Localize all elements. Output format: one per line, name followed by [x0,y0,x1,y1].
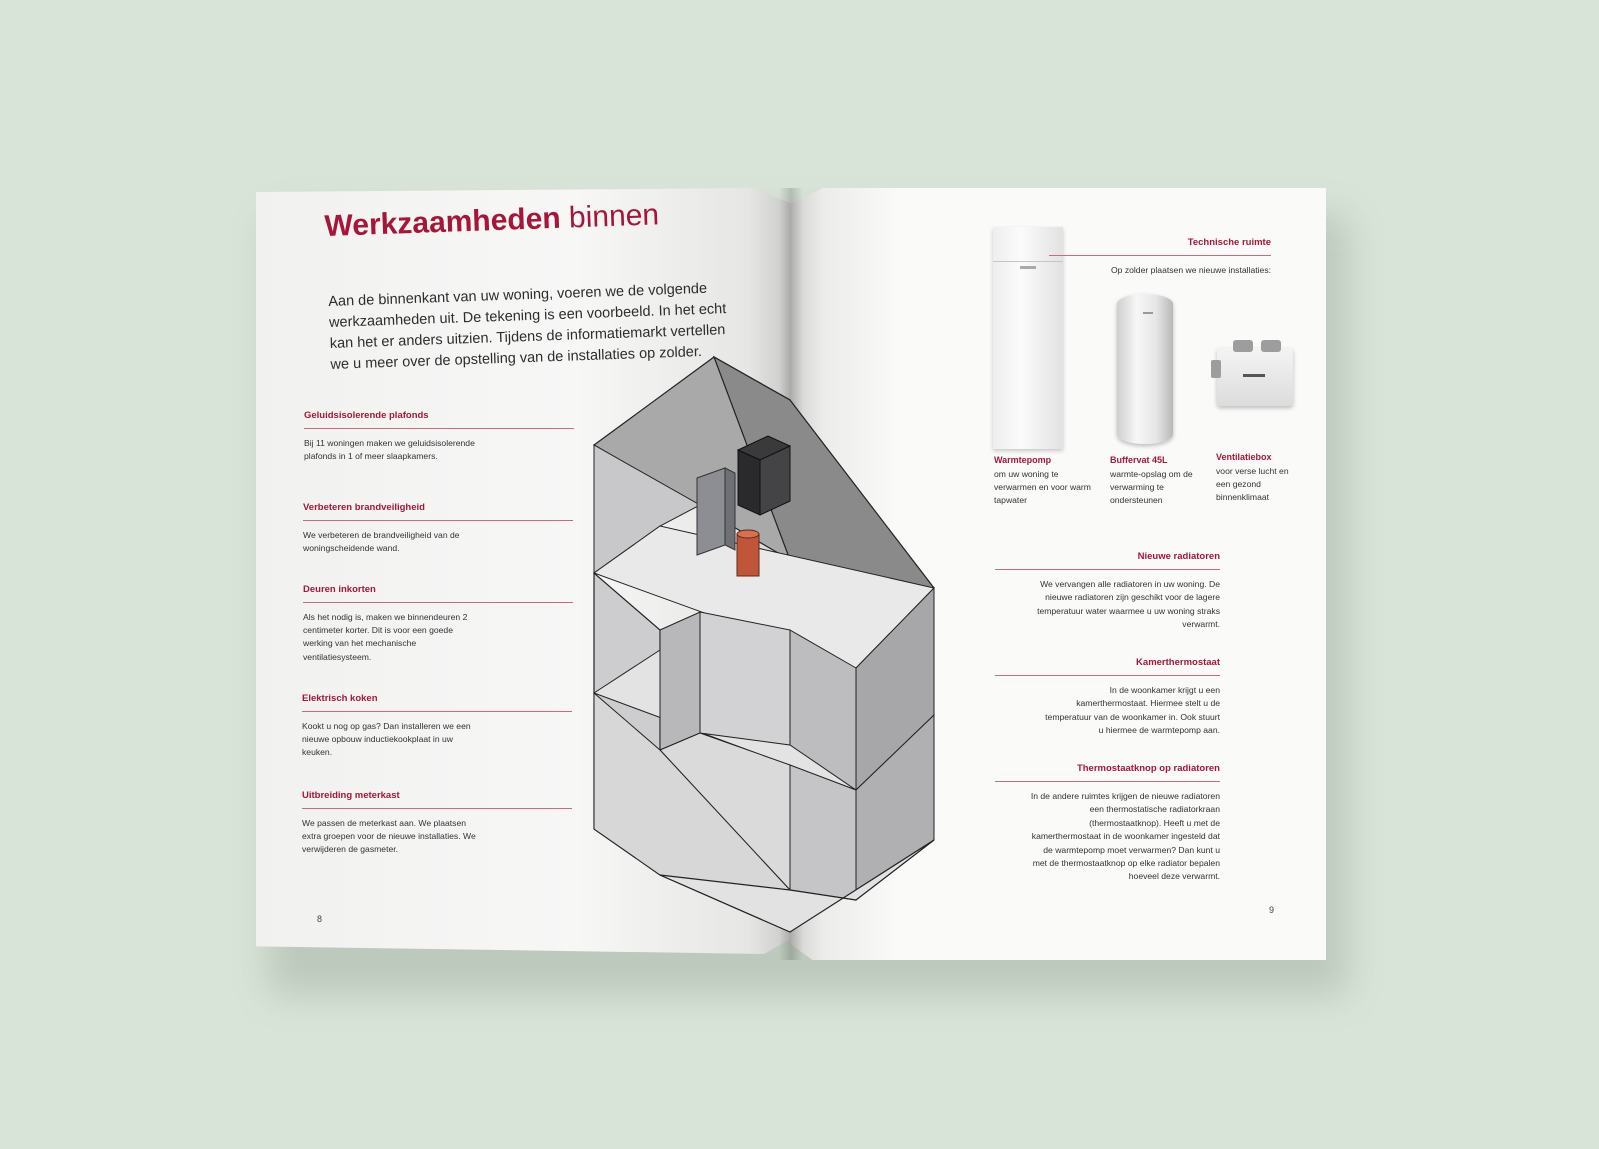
section-heading: Kamerthermostaat [995,657,1220,676]
product-name: Ventilatiebox [1216,452,1272,462]
page-number-right: 9 [1269,905,1275,915]
section-text: In de andere ruimtes krijgen de nieuwe radiatoren een thermostatische radiatorkraan (thermostaatknop). Heeft u met de kamerthermostaat in de woonkamer ingesteld dat de warmtepomp moet verwarmen? Dan kunt u met de thermostaatknop op elke radiator bepalen hoeveel deze verwarmt. [1030,791,1220,882]
item-text: We verbeteren de brandveiligheid van de woningscheidende wand. [303,530,460,554]
item-text: Bij 11 woningen maken we geluidsisolerende plafonds in 1 of meer slaapkamers. [304,438,475,462]
right-page [791,188,1326,960]
item-text: Kookt u nog op gas? Dan installeren we een nieuwe opbouw inductiekookplaat in uw keuken. [302,721,471,758]
section-heading: Nieuwe radiatoren [995,551,1220,570]
product-name: Buffervat 45L [1110,455,1168,465]
section-text: Op zolder plaatsen we nieuwe installaties: [1110,265,1271,275]
item-heading: Elektrisch koken [302,693,572,712]
item-heading: Uitbreiding meterkast [302,790,572,809]
section-text: In de woonkamer krijgt u een kamerthermostaat. Hiermee stelt u de temperatuur van de woonkamer in. Ook stuurt u hiermee de warmtepomp aan. [1045,685,1220,736]
intro-text: Aan de binnenkant van uw woning, voeren we de volgende werkzaamheden uit. De tekening is een voorbeeld. In het echt kan het er anders uitzien. Tijdens de informatiemarkt vertellen we u meer over de opstelling van de installaties op zolder. [328,280,727,373]
product-buffervat [1110,454,1210,508]
item-heading: Deuren inkorten [303,584,573,603]
product-text: om uw woning te verwarmen en voor warm tapwater [994,469,1091,506]
ventilation-box-image [1211,340,1297,410]
product-text: voor verse lucht en een gezond binnenklimaat [1216,466,1289,503]
item-text: Als het nodig is, maken we binnendeuren 2 centimeter korter. Dit is voor een goede werking van het mechanische ventilatiesysteem. [303,612,468,662]
section-nieuwe-radiatoren [995,551,1220,632]
section-heading: Technische ruimte [1049,237,1271,256]
product-warmtepomp [994,454,1094,508]
item-text: We passen de meterkast aan. We plaatsen extra groepen voor de nieuwe installaties. We verwijderen de gasmeter. [302,818,476,855]
product-name: Warmtepomp [994,455,1052,465]
title-bold: Werkzaamheden [324,201,562,243]
section-heading: Thermostaatknop op radiatoren [995,763,1220,782]
product-text: warmte-opslag om de verwarming te ondersteunen [1110,469,1193,506]
item-heading: Geluidsisolerende plafonds [304,410,574,429]
product-ventilatiebox [1216,451,1296,505]
section-text: We vervangen alle radiatoren in uw woning. De nieuwe radiatoren zijn geschikt voor de lagere temperatuur water waarmee u uw woning straks verwarmt. [1037,579,1220,630]
section-kamerthermostaat [995,657,1220,738]
section-technische-ruimte [1049,237,1271,277]
page-number-left: 8 [317,914,323,924]
item-heading: Verbeteren brandveiligheid [303,502,573,521]
title-light: binnen [560,198,660,235]
section-thermostaatknop [995,763,1220,884]
buffer-tank-image [1117,294,1173,444]
